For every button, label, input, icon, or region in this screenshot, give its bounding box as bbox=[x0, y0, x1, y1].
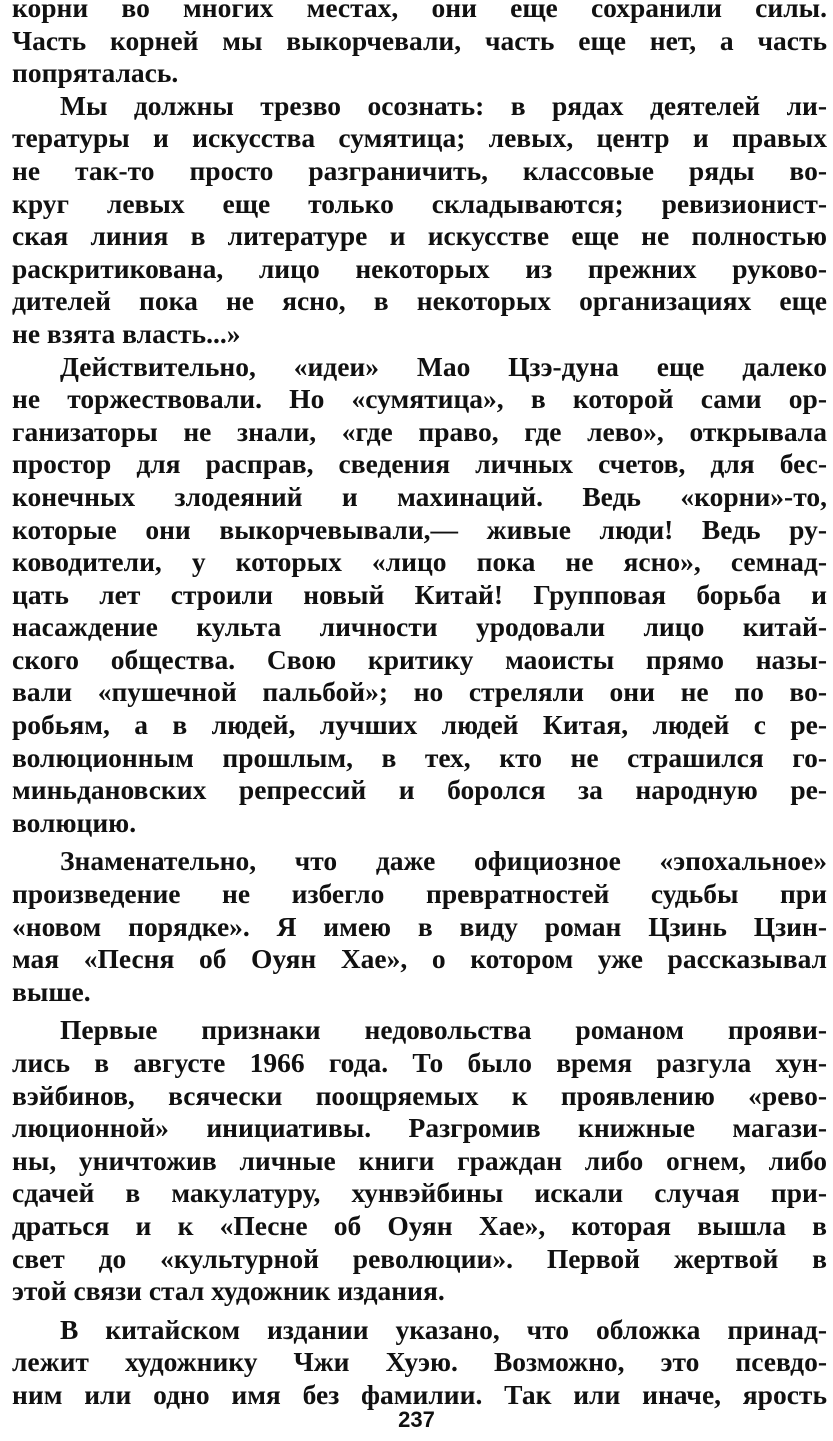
text-line: миньдановских репрессий и боролся за народную ре- bbox=[12, 774, 827, 806]
text-line: вэйбинов, всячески поощряемых к проявлению «рево- bbox=[12, 1079, 827, 1111]
text-line: лись в августе 1966 года. То было время разгула хун- bbox=[12, 1047, 827, 1078]
page-number: 237 bbox=[398, 1407, 435, 1432]
text-line: не торжествовали. Но «сумятица», в которой сами ор- bbox=[12, 383, 827, 415]
text-line: тературы и искусства сумятица; левых, центр и правых bbox=[12, 122, 827, 154]
text-line: дителей пока не ясно, в некоторых организациях еще bbox=[12, 285, 827, 317]
text-line: робьям, а в людей, лучших людей Китая, людей с ре- bbox=[12, 709, 827, 741]
text-line: не взята власть...» bbox=[12, 317, 241, 349]
text-line: выше. bbox=[12, 975, 91, 1007]
text-line: ним или одно имя без фамилии. Так или иначе, ярость bbox=[12, 1378, 827, 1410]
text-line: сдачей в макулатуру, хунвэйбины искали случая при- bbox=[12, 1177, 827, 1209]
text-line: лежит художнику Чжи Хуэю. Возможно, это псевдо- bbox=[12, 1346, 827, 1378]
text-line: корни во многих местах, они еще сохранили силы. bbox=[12, 0, 827, 23]
body-text bbox=[12, 0, 827, 1412]
text-line: Знаменательно, что даже официозное «эпохальное» bbox=[60, 845, 827, 877]
text-line: «новом порядке». Я имею в виду роман Цзинь Цзин- bbox=[12, 910, 827, 942]
text-line: которые они выкорчевывали,— живые люди! Ведь ру- bbox=[12, 513, 827, 545]
text-line: конечных злодеяний и махинаций. Ведь «корни»-то, bbox=[12, 480, 827, 512]
text-line: простор для расправ, сведения личных счетов, для бес- bbox=[12, 448, 827, 480]
text-line: Часть корней мы выкорчевали, часть еще нет, а часть bbox=[12, 24, 827, 56]
text-line: мая «Песня об Оуян Хае», о котором уже рассказывал bbox=[12, 943, 827, 975]
text-line: люционной» инициативы. Разгромив книжные магази- bbox=[12, 1112, 827, 1144]
text-line: волюцию. bbox=[12, 806, 137, 838]
text-line: ганизаторы не знали, «где право, где лево», открывала bbox=[12, 415, 827, 447]
text-line: раскритикована, лицо некоторых из прежних руково- bbox=[12, 252, 827, 284]
text-line: Действительно, «идеи» Мао Цзэ-дуна еще далеко bbox=[60, 350, 827, 382]
text-line: Первые признаки недовольства романом прояви- bbox=[60, 1014, 827, 1046]
text-line: круг левых еще только складываются; ревизионист- bbox=[12, 187, 827, 219]
text-line: ского общества. Свою критику маоисты прямо назы- bbox=[12, 643, 827, 675]
text-line: ны, уничтожив личные книги граждан либо огнем, либо bbox=[12, 1144, 827, 1176]
text-line: свет до «культурной революции». Первой жертвой в bbox=[12, 1242, 827, 1274]
text-line: этой связи стал художник издания. bbox=[12, 1275, 445, 1307]
text-line: не так-то просто разграничить, классовые ряды во- bbox=[12, 154, 827, 186]
text-line: произведение не избегло превратностей судьбы при bbox=[12, 878, 827, 910]
text-line: ская линия в литературе и искусстве еще не полностью bbox=[12, 220, 827, 252]
text-line: драться и к «Песне об Оуян Хае», которая вышла в bbox=[12, 1209, 827, 1241]
text-line: В китайском издании указано, что обложка принад- bbox=[60, 1313, 827, 1345]
text-line: вали «пушечной пальбой»; но стреляли они не по во- bbox=[12, 676, 827, 708]
text-line: ководители, у которых «лицо пока не ясно», семнад- bbox=[12, 546, 827, 578]
text-line: волюционным прошлым, в тех, кто не страшился го- bbox=[12, 741, 827, 773]
text-line: Мы должны трезво осознать: в рядах деятелей ли- bbox=[60, 89, 827, 121]
text-line: цать лет строили новый Китай! Групповая борьба и bbox=[12, 578, 827, 610]
text-line: насаждение культа личности уродовали лицо китай- bbox=[12, 611, 827, 643]
text-line: попряталась. bbox=[12, 57, 179, 89]
